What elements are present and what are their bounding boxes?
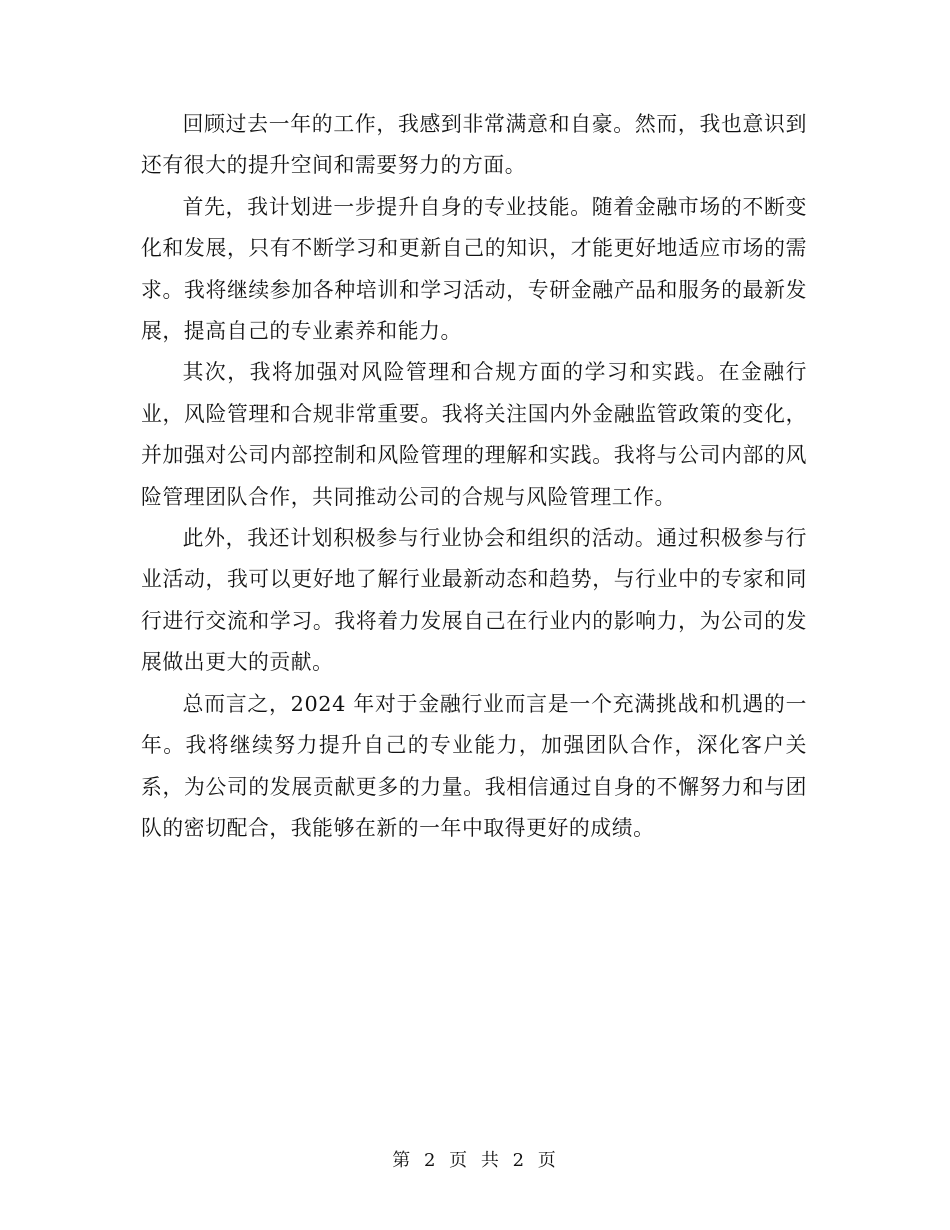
page-number-footer: 第 2 页 共 2 页 <box>392 1150 558 1171</box>
document-body <box>141 104 807 849</box>
paragraph-industry-activities: 此外，我还计划积极参与行业协会和组织的活动。通过积极参与行业活动，我可以更好地了解行业最新动态和趋势，与行业中的专家和同行进行交流和学习。我将着力发展自己在行业内的影响力，为公司的发展做出更大的贡献。 <box>141 526 807 675</box>
paragraph-review: 回顾过去一年的工作，我感到非常满意和自豪。然而，我也意识到还有很大的提升空间和需要努力的方面。 <box>141 112 807 178</box>
paragraph-risk-compliance: 其次，我将加强对风险管理和合规方面的学习和实践。在金融行业，风险管理和合规非常重要。我将关注国内外金融监管政策的变化，并加强对公司内部控制和风险管理的理解和实践。我将与公司内部的风险管理团队合作，共同推动公司的合规与风险管理工作。 <box>141 360 807 509</box>
paragraph-conclusion: 总而言之，2024 年对于金融行业而言是一个充满挑战和机遇的一年。我将继续努力提升自己的专业能力，加强团队合作，深化客户关系，为公司的发展贡献更多的力量。我相信通过自身的不懈努力和与团队的密切配合，我能够在新的一年中取得更好的成绩。 <box>141 691 807 840</box>
paragraph-skills: 首先，我计划进一步提升自身的专业技能。随着金融市场的不断变化和发展，只有不断学习和更新自己的知识，才能更好地适应市场的需求。我将继续参加各种培训和学习活动，专研金融产品和服务的最新发展，提高自己的专业素养和能力。 <box>141 194 807 344</box>
